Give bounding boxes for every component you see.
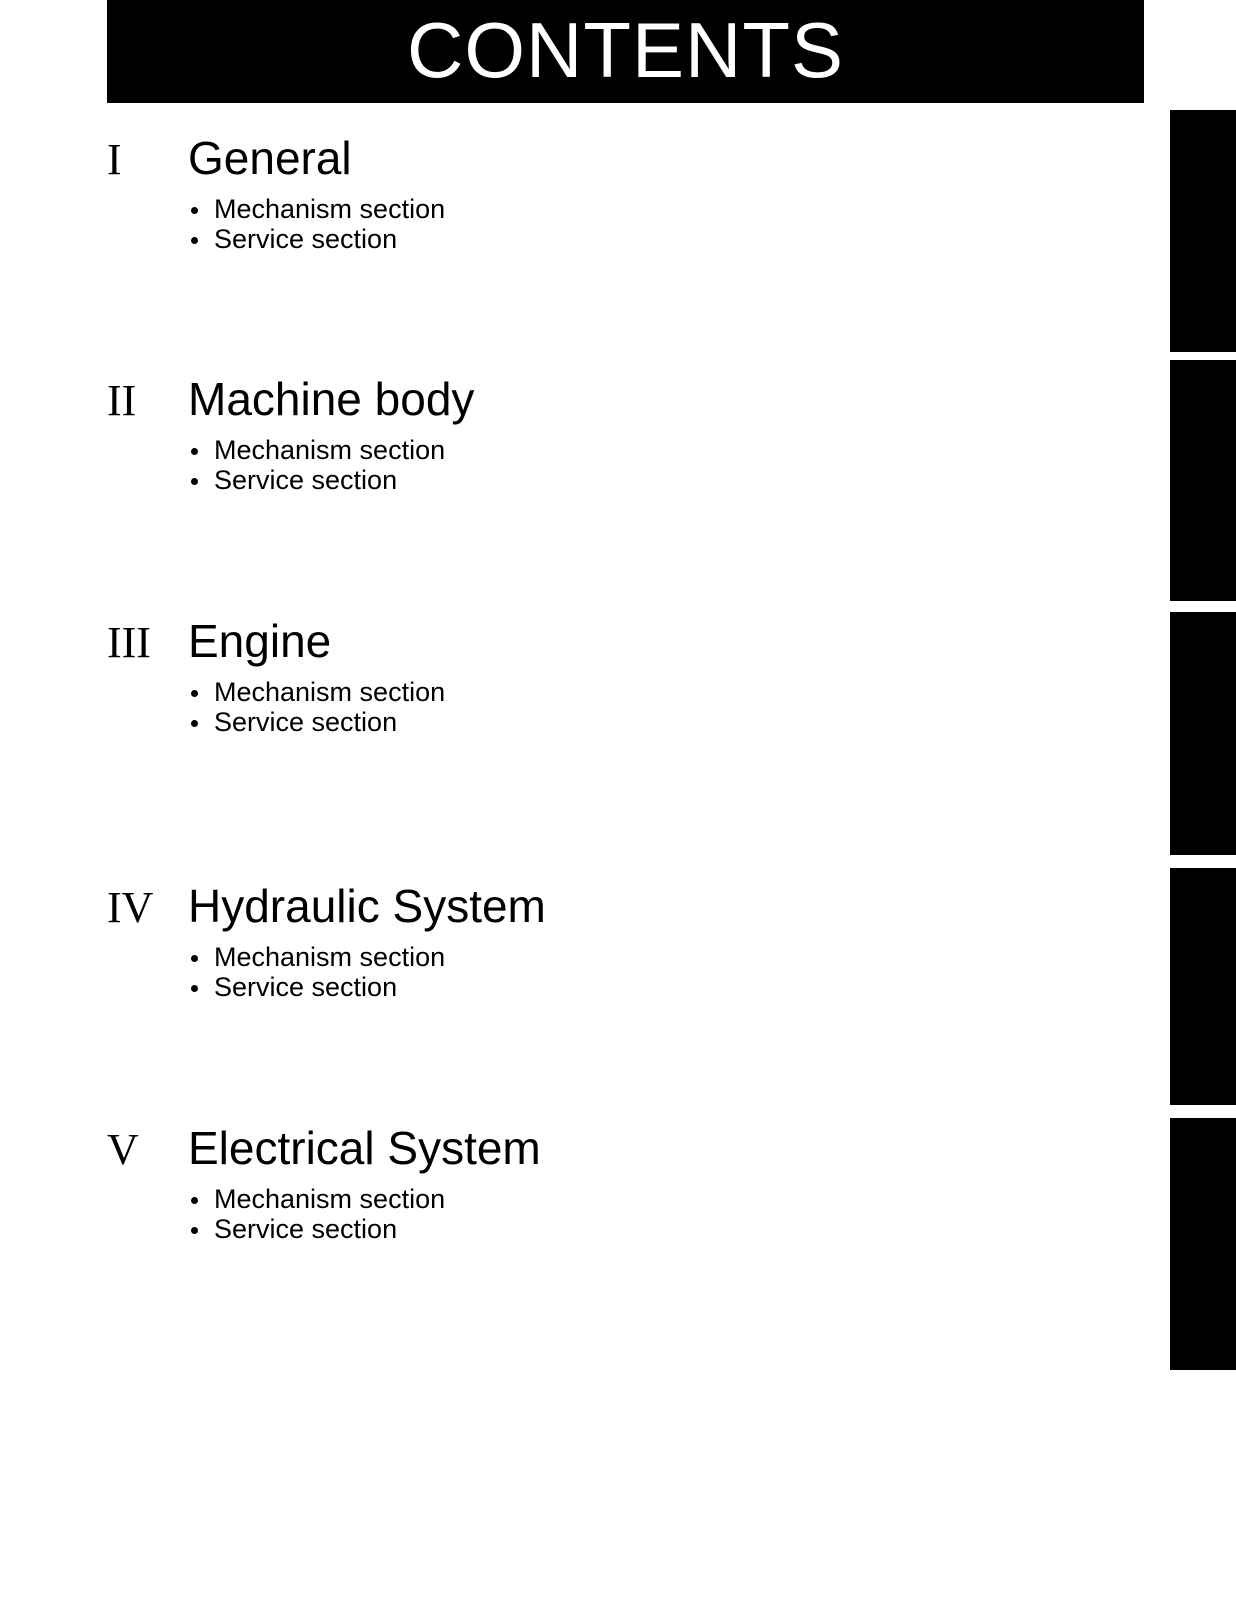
toc-section-5[interactable] [0, 1122, 1100, 1244]
index-tab-2[interactable] [1170, 360, 1236, 601]
section-heading [0, 615, 1100, 667]
section-bullet-list [188, 942, 1100, 1002]
section-numeral: II [107, 376, 137, 425]
list-item [188, 1184, 1100, 1214]
bullet-dot-icon [191, 1227, 198, 1234]
index-tab-3[interactable] [1170, 612, 1236, 855]
bullet-dot-icon [191, 955, 198, 962]
section-numeral: I [107, 135, 122, 184]
toc-section-3[interactable] [0, 615, 1100, 737]
list-item [188, 677, 1100, 707]
page-title: CONTENTS [407, 5, 844, 94]
section-numeral: III [107, 618, 151, 667]
bullet-dot-icon [191, 985, 198, 992]
section-title: Electrical System [188, 1122, 541, 1174]
list-item [188, 707, 1100, 737]
list-item [188, 435, 1100, 465]
list-item [188, 194, 1100, 224]
contents-header-banner [107, 0, 1144, 103]
index-tab-5[interactable] [1170, 1118, 1236, 1370]
toc-section-2[interactable] [0, 373, 1100, 495]
toc-section-4[interactable] [0, 880, 1100, 1002]
list-item-label: Service section [214, 707, 398, 737]
list-item-label: Mechanism section [214, 435, 446, 465]
section-bullet-list [188, 1184, 1100, 1244]
list-item-label: Service section [214, 224, 398, 254]
list-item-label: Service section [214, 972, 398, 1002]
toc-section-1[interactable] [0, 132, 1100, 254]
section-bullet-list [188, 677, 1100, 737]
index-tab-4[interactable] [1170, 868, 1236, 1105]
list-item-label: Mechanism section [214, 942, 446, 972]
section-numeral: IV [107, 883, 154, 932]
bullet-dot-icon [191, 690, 198, 697]
section-title: Hydraulic System [188, 880, 546, 932]
list-item [188, 942, 1100, 972]
list-item-label: Service section [214, 465, 398, 495]
bullet-dot-icon [191, 478, 198, 485]
list-item-label: Service section [214, 1214, 398, 1244]
section-title: General [188, 132, 352, 184]
bullet-dot-icon [191, 237, 198, 244]
list-item-label: Mechanism section [214, 194, 446, 224]
list-item-label: Mechanism section [214, 677, 446, 707]
index-tab-strip [1166, 0, 1236, 1600]
section-bullet-list [188, 435, 1100, 495]
list-item [188, 224, 1100, 254]
bullet-dot-icon [191, 448, 198, 455]
bullet-dot-icon [191, 1197, 198, 1204]
section-numeral: V [107, 1125, 139, 1174]
section-heading [0, 132, 1100, 184]
list-item [188, 1214, 1100, 1244]
section-title: Engine [188, 615, 332, 667]
section-bullet-list [188, 194, 1100, 254]
index-tab-1[interactable] [1170, 110, 1236, 352]
section-title: Machine body [188, 373, 475, 425]
section-heading [0, 373, 1100, 425]
list-item [188, 465, 1100, 495]
section-heading [0, 880, 1100, 932]
list-item-label: Mechanism section [214, 1184, 446, 1214]
list-item [188, 972, 1100, 1002]
bullet-dot-icon [191, 720, 198, 727]
bullet-dot-icon [191, 207, 198, 214]
section-heading [0, 1122, 1100, 1174]
